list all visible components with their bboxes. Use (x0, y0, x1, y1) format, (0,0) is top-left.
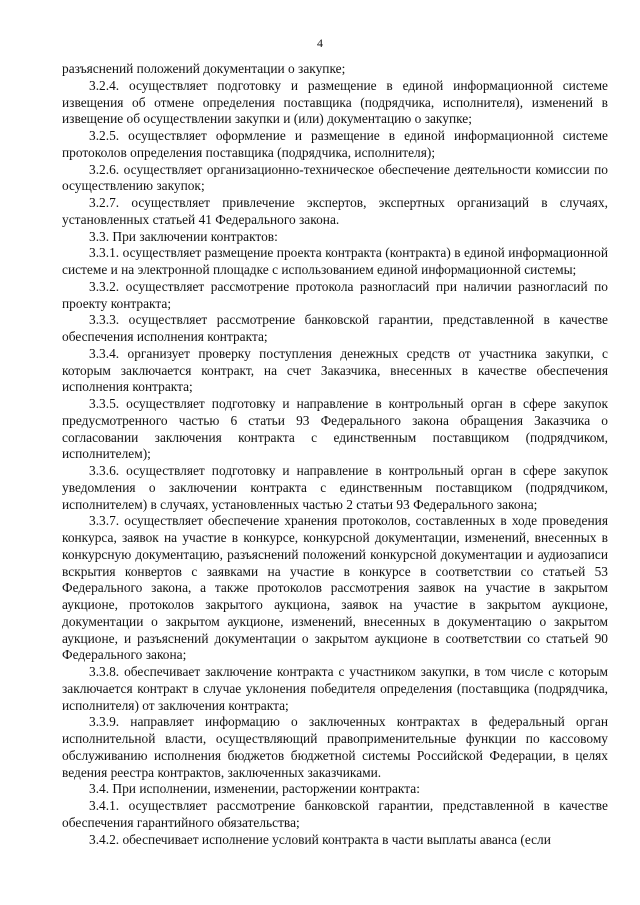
paragraph-3-2-6: 3.2.6. осуществляет организационно-техническое обеспечение деятельности комиссии по осуществлению закупок; (62, 161, 608, 194)
paragraph-3-2-4: 3.2.4. осуществляет подготовку и размещение в единой информационной системе извещения об отмене определения поставщика (подрядчика, исполнителя), изменений в извещение об осуществлении закупки и (или) документацию о закупке; (62, 77, 608, 127)
paragraph-3-2-7: 3.2.7. осуществляет привлечение экспертов, экспертных организаций в случаях, установленных статьей 41 Федерального закона. (62, 195, 608, 227)
paragraph-3-3-7: 3.3.7. осуществляет обеспечение хранения протоколов, составленных в ходе проведения конкурса, заявок на участие в конкурсе, конкурсной документации, изменений, внесенных в конкурсную документацию, разъяснений положений конкурсной документации и аудиозаписи вскрытия конвертов с заявками на участие в конкурсе в соответствии со статьей 53 Федерального закона, а также протоколов рассмотрения заявок на участие в закрытом аукционе, протоколов закрытого аукциона, заявок на участие в закрытом аукционе, документации о закрытом аукционе, изменений, внесенных в документацию о закрытом аукционе, и разъяснений документации о закрытом аукционе в соответствии со статьей 90 Федерального закона; (62, 513, 608, 663)
paragraph-3-3-9: 3.3.9. направляет информацию о заключенных контрактах в федеральный орган исполнительной власти, осуществляющий правоприменительные функции по кассовому обслуживанию исполнения бюджетов бюджетной системы Российской Федерации, в целях ведения реестра контрактов, заключенных заказчиками. (62, 714, 608, 780)
paragraph-continuation: разъяснений положений документации о закупке; (62, 61, 346, 76)
paragraph-3-3-5: 3.3.5. осуществляет подготовку и направление в контрольный орган в сфере закупок предусмотренного частью 6 статьи 93 Федерального закона обращения Заказчика о согласовании заключения контракта с единственным поставщиком (подрядчиком, исполнителем); (62, 396, 608, 462)
paragraph-3-3-8: 3.3.8. обеспечивает заключение контракта с участником закупки, в том числе с которым заключается контракт в случае уклонения победителя определения (поставщика (подрядчика, исполнителя) от заключения контракта; (62, 664, 608, 713)
paragraph-3-4-1: 3.4.1. осуществляет рассмотрение банковской гарантии, представленной в качестве обеспечения гарантийного обязательства; (62, 798, 608, 830)
paragraph-3-3-3: 3.3.3. осуществляет рассмотрение банковской гарантии, представленной в качестве обеспечения исполнения контракта; (62, 312, 608, 344)
paragraph-3-3-2: 3.3.2. осуществляет рассмотрение протокола разногласий при наличии разногласий по проекту контракта; (62, 278, 608, 311)
paragraph-3-3-1: 3.3.1. осуществляет размещение проекта контракта (контракта) в единой информационной системе и на электронной площадке с использованием единой информационной системы; (62, 245, 608, 277)
paragraph-3-2-5: 3.2.5. осуществляет оформление и размещение в единой информационной системе протоколов определения поставщика (подрядчика, исполнителя); (62, 128, 608, 160)
section-heading-3-4: 3.4. При исполнении, изменении, расторжении контракта: (89, 781, 420, 797)
page-number: 4 (317, 36, 323, 50)
paragraph-3-3-4: 3.3.4. организует проверку поступления денежных средств от участника закупки, с которым заключается контракт, на счет Заказчика, внесенных в качестве обеспечения исполнения контракта; (62, 345, 608, 395)
paragraph-3-4-2: 3.4.2. обеспечивает исполнение условий контракта в части выплаты аванса (если (89, 831, 551, 847)
paragraph-3-3-6: 3.3.6. осуществляет подготовку и направление в контрольный орган в сфере закупок уведомления о заключении контракта с единственным поставщиком (подрядчиком, исполнителем) в случаях, установленных частью 2 статьи 93 Федерального закона; (62, 463, 608, 512)
section-heading-3-3: 3.3. При заключении контрактов: (89, 228, 278, 244)
document-body (62, 61, 608, 848)
